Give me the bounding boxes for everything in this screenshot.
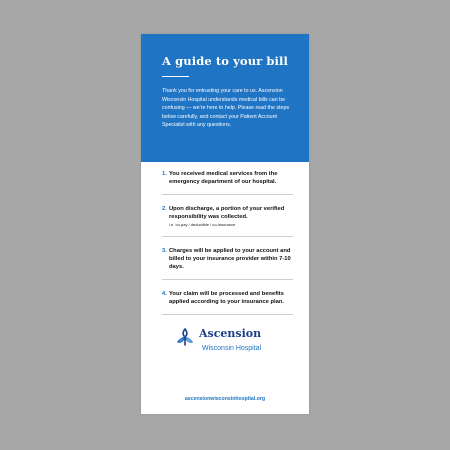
brochure-header xyxy=(141,34,309,162)
step-number: 2. xyxy=(162,206,167,212)
website-link[interactable]: ascensionwisconsinhospital.org xyxy=(184,396,266,402)
step-body xyxy=(169,205,293,228)
step-item xyxy=(162,290,293,315)
step-item xyxy=(162,247,293,280)
ascension-logo xyxy=(141,323,309,365)
step-note: i.e. co-pay / deductible / co-insurance xyxy=(169,222,236,227)
title-divider xyxy=(162,76,189,77)
step-body xyxy=(169,170,293,186)
step-body xyxy=(169,290,293,306)
logo-subtitle: Wisconsin Hospital xyxy=(202,345,262,352)
step-item xyxy=(162,205,293,237)
logo-name: Ascension xyxy=(199,327,262,340)
brochure-title: A guide to your bill xyxy=(162,54,288,68)
bill-guide-brochure xyxy=(141,34,309,414)
step-number: 4. xyxy=(162,291,167,297)
intro-paragraph: Thank you for entrusting your care to us. Ascension Wisconsin Hospital understands medical bills can be confusing — we're here to help. Please read the steps below carefully, and contact your Patient Account Specialist with any questions. xyxy=(162,88,290,129)
step-text: You received medical services from the emergency department of our hospital. xyxy=(169,171,278,185)
steps-list xyxy=(141,162,309,315)
step-number: 1. xyxy=(162,171,167,177)
step-item xyxy=(162,170,293,195)
step-text: Your claim will be processed and benefits applied according to your insurance plan. xyxy=(169,291,284,305)
step-text: Upon discharge, a portion of your verified responsibility was collected. xyxy=(169,206,285,220)
step-text: Charges will be applied to your account and billed to your insurance provider within 7-10 days. xyxy=(169,248,291,270)
ascension-cross-icon xyxy=(175,327,195,347)
step-number: 3. xyxy=(162,248,167,254)
step-body xyxy=(169,247,293,271)
